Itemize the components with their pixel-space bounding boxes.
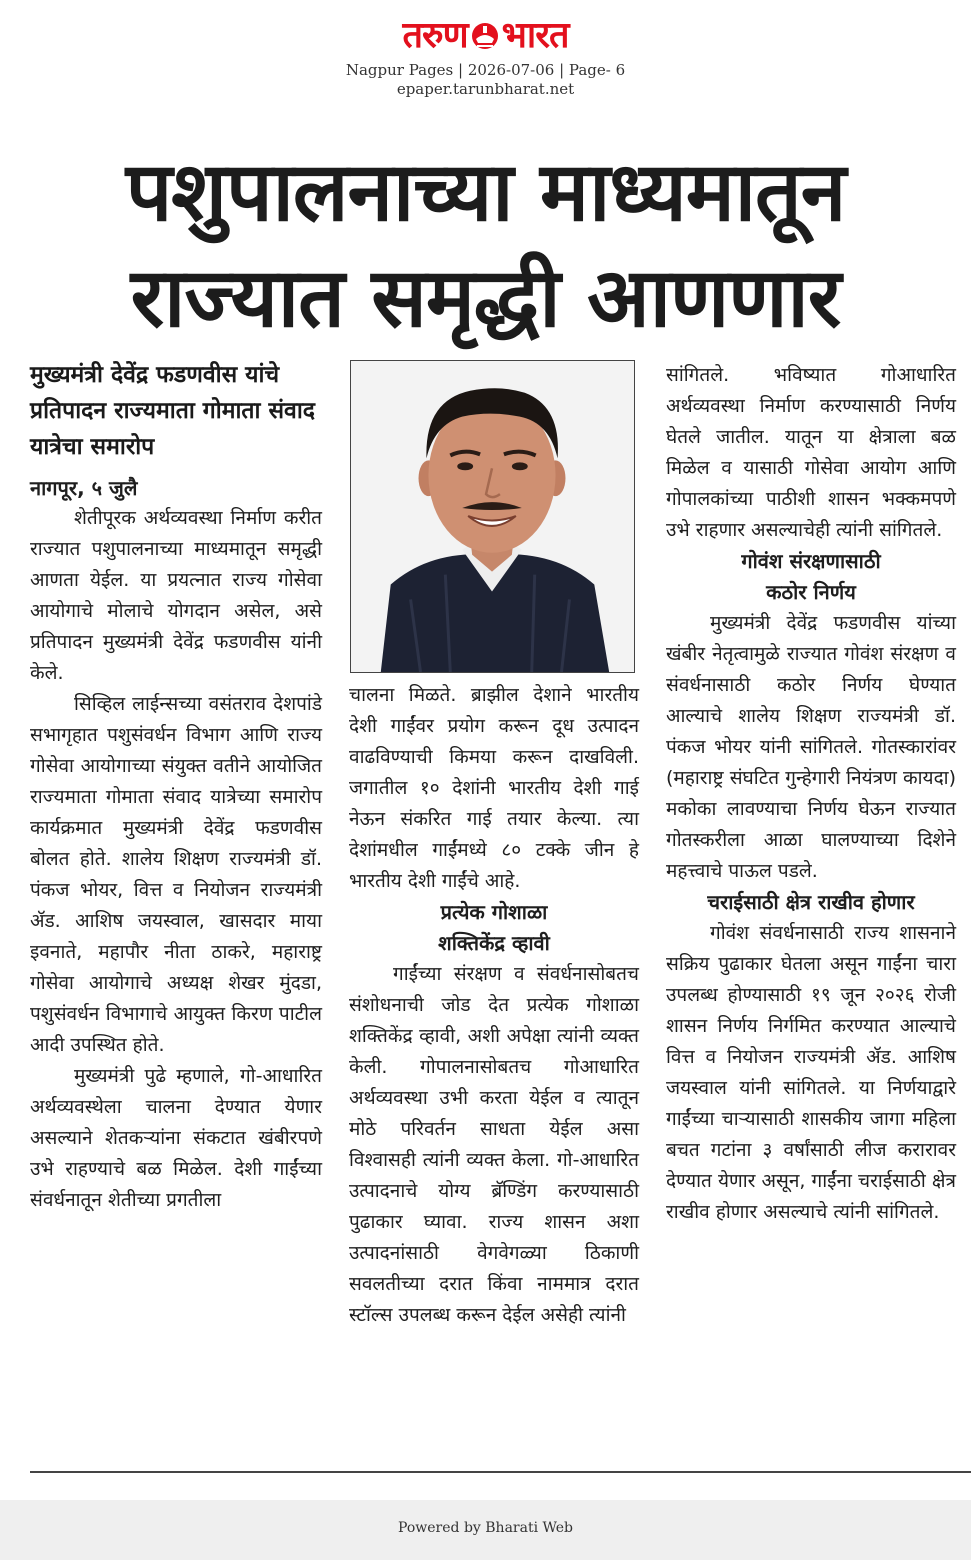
tarun-bharat-logo[interactable] [403,14,569,58]
powered-by-text: Powered by Bharati Web [398,1520,573,1536]
headline-line-1: पशुपालनाच्या माध्यमातून [125,145,846,240]
bottom-rule [30,1471,971,1473]
body-paragraph: गाईंच्या संरक्षण व संवर्धनासोबतच संशोधनाची जोड देत प्रत्येक गोशाळा शक्तिकेंद्र व्हावी, अशी अपेक्षा त्यांनी व्यक्त केली. गोपालनासोबतच गोआधारित अर्थव्यवस्था उभी करता येईल व त्यातून मोठे परिवर्तन साधता येईल असा विश्वासही त्यांनी व्यक्त केला. गो-आधारित उत्पादनाचे योग्य ब्रॅण्डिंग करण्यासाठी पुढाकार घ्यावा. राज्य शासन अशा उत्पादनांसाठी वेगवेगळ्या ठिकाणी सवलतीच्या दरात किंवा नाममात्र दरात स्टॉल्स उपलब्ध करून देईल असेही त्यांनी [349,963,639,1326]
body-paragraph: शेतीपूरक अर्थव्यवस्था निर्माण करीत राज्यात पशुपालनाच्या माध्यमातून समृद्धी आणता येईल. या प्रयत्नात राज्य गोसेवा आयोगाचे मोलाचे योगदान असेल, असे प्रतिपादन मुख्यमंत्री देवेंद्र फडणवीस यांनी केले. [30,507,322,684]
subhead-line: गोवंश संरक्षणासाठी [741,549,881,573]
body-paragraph: सिव्हिल लाईन्सच्या वसंतराव देशपांडे सभागृहात पशुसंवर्धन विभाग आणि राज्य गोसेवा आयोगाच्या संयुक्त वतीने आयोजित राज्यमाता गोमाता संवाद यात्रेच्या समारोप कार्यक्रमात मुख्यमंत्री देवेंद्र फडणवीस बोलत होते. शालेय शिक्षण राज्यमंत्री डॉ. पंकज भोयर, वित्त व नियोजन राज्यमंत्री ॲड. आशिष जयस्वाल, खासदार माया इवनाते, महापौर नीता ठाकरे, महाराष्ट्र गोसेवा आयोगाचे अध्यक्ष शेखर मुंदडा, पशुसंवर्धन विभागाचे आयुक्त किरण पाटील आदी उपस्थित होते. [30,693,322,1056]
body-paragraph: मुख्यमंत्री देवेंद्र फडणवीस यांच्या खंबीर नेतृत्वामुळे राज्यात गोवंश संरक्षण व संवर्धनासाठी कठोर निर्णय घेण्यात आल्याचे शालेय शिक्षण राज्यमंत्री डॉ. पंकज भोयर यांनी सांगितले. गोतस्कारांवर (महाराष्ट्र संघटित गुन्हेगारी नियंत्रण कायदा) मकोका लावण्याचा निर्णय घेऊन राज्यात गोतस्करीला आळा घालण्याच्या दिशेने महत्त्वाचे पाऊल पडले. [666,612,956,882]
article-deck: मुख्यमंत्री देवेंद्र फडणवीस यांचे प्रतिपादन राज्यमाता गोमाता संवाद यात्रेचा समारोप [30,362,316,460]
logo-word-right: भारत [501,15,569,56]
site-url[interactable]: epaper.tarunbharat.net [396,80,575,98]
body-paragraph: गोवंश संवर्धनासाठी राज्य शासनाने सक्रिय पुढाकार घेतला असून गाईंना चारा उपलब्ध होण्यासाठी १९ जून २०२६ रोजी शासन निर्णय निर्गमित करण्यात आल्याचे वित्त व नियोजन राज्यमंत्री ॲड. आशिष जयस्वाल यांनी सांगितले. या निर्णयाद्वारे गाईंच्या चाऱ्यासाठी शासकीय जागा महिला बचत गटांना ३ वर्षांसाठी लीज करारावर देण्यात येणार असून, गाईंना चराईसाठी क्षेत्र राखीव होणार असल्याचे त्यांनी सांगितले. [666,922,956,1223]
headline-line-2: राज्यात समृद्धी आणणार [130,251,841,346]
footer [0,1500,971,1560]
chief-minister-photo [350,360,635,673]
subhead-line: शक्तिकेंद्र व्हावी [438,931,550,955]
article-column-3 [666,360,956,1228]
body-paragraph: चालना मिळते. ब्राझील देशाने भारतीय देशी गाईंवर प्रयोग करून दूध उत्पादन वाढविण्याची किमया करून दाखविली. जगातील १० देशांनी भारतीय देशी गाई नेऊन संकरित गाई तयार केल्या. त्या देशांमधील गाईंमध्ये ८० टक्के जीन हे भारतीय देशी गाईंचे आहे. [349,684,639,892]
masthead [0,14,971,99]
article-column-1 [30,357,322,1216]
body-paragraph: मुख्यमंत्री पुढे म्हणाले, गो-आधारित अर्थव्यवस्थेला चालना देण्यात येणार असल्याने शेतकऱ्यांना संकटात खंबीरपणे उभे राहण्याचे बळ मिळेल. देशी गाईंच्या संवर्धनातून शेतीच्या प्रगतीला [30,1065,322,1211]
article-headline [0,140,971,352]
subhead-line: चराईसाठी क्षेत्र राखीव होणार [707,890,915,914]
logo-word-left: तरुण [402,15,468,56]
subhead-line: कठोर निर्णय [766,580,856,604]
subhead-line: प्रत्येक गोशाळा [440,900,548,924]
lamp-emblem-icon [470,19,500,53]
dateline: नागपूर, ५ जुलै [30,476,138,500]
edition-line: Nagpur Pages | 2026-07-06 | Page- 6 [345,61,626,79]
article-column-2 [349,680,639,1331]
body-paragraph: सांगितले. भविष्यात गोआधारित अर्थव्यवस्था निर्माण करण्यासाठी निर्णय घेतले जातील. यातून या क्षेत्राला बळ मिळेल व यासाठी गोसेवा आयोग आणि गोपालकांच्या पाठीशी शासन भक्कमपणे उभे राहणार असल्याचेही त्यांनी सांगितले. [666,364,956,541]
